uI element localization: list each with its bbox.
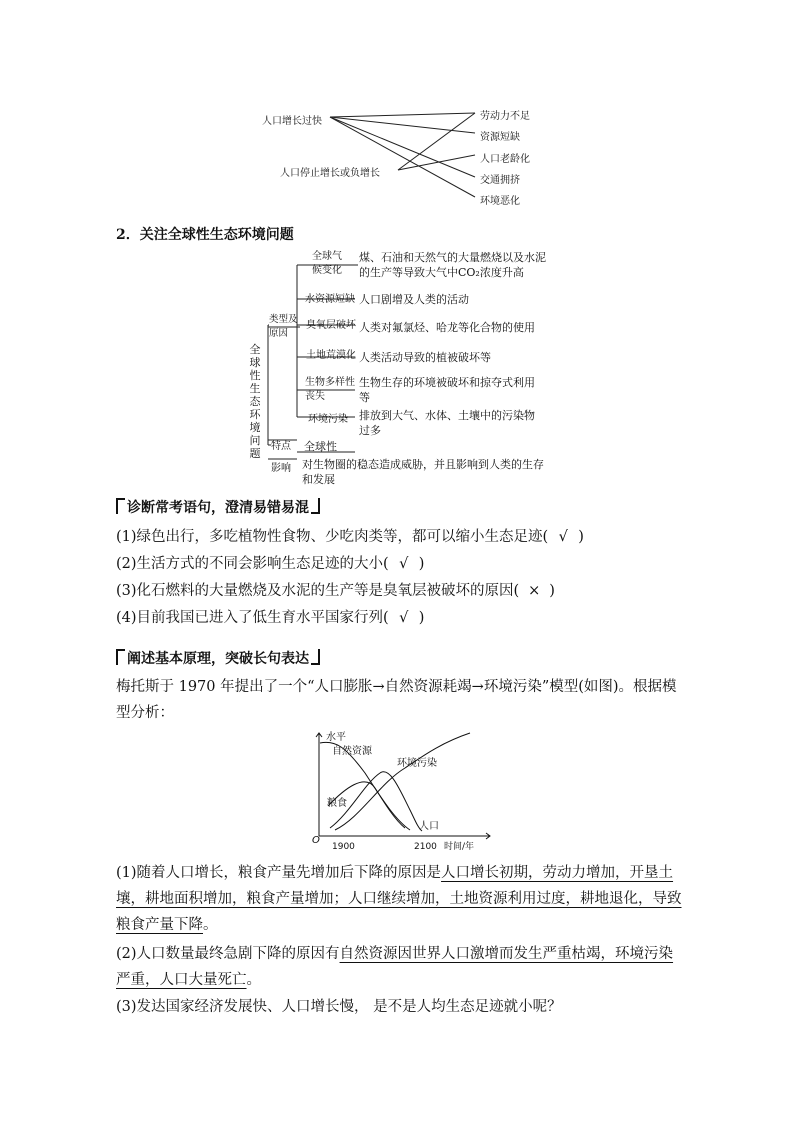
tree-item-label-3: 臭氧层破坏 (306, 320, 356, 331)
question-3: (3)发达国家经济发展快、人口增长慢， 是不是人均生态足迹就小呢？ (116, 999, 562, 1015)
diag-item-3: (3)化石燃料的大量燃烧及水泥的生产等是臭氧层被破坏的原因( × ) (116, 578, 555, 604)
question-1: (1)随着人口增长，粮食产量先增加后下降的原因是人口增长初期，劳动力增加，开垦土壤，耕地面积增加，粮食产量增加；人口继续增加，土地资源利用过度，耕地退化，导致粮食产量下降。 (116, 865, 682, 933)
match-right-4: 交通拥挤 (480, 175, 520, 186)
diag-heading (116, 497, 320, 517)
origin-label: O (312, 835, 320, 846)
tree-item-desc-4: 人类活动导致的植被破坏等 (359, 351, 491, 364)
diag-item-4: (4)目前我国已进入了低生育水平国家行列( √ ) (116, 605, 424, 631)
series-label-population: 人口 (419, 821, 439, 832)
answer-1: 人口增长初期，劳动力增加，开垦土壤，耕地面积增加，粮食产量增加；人口继续增加，土地资源利用过度，耕地退化，导致粮食产量下降 (116, 865, 682, 933)
x-tick-2100: 2100 (414, 842, 437, 852)
match-left-2: 人口停止增长或负增长 (280, 168, 380, 179)
check-mark: √ (399, 556, 409, 572)
series-label-food: 粮食 (327, 798, 347, 809)
answer-2: 自然资源因世界人口激增而发生严重枯竭，环境污染严重，人口大量死亡 (116, 946, 674, 988)
elab-heading-text: 阐述基本原理，突破长句表达 (127, 651, 309, 667)
tree-feature-desc: 全球性 (304, 440, 337, 453)
tree-item-desc-5: 生物生存的环境被破坏和掠夺式利用等 (359, 376, 535, 404)
match-left-1: 人口增长过快 (262, 116, 322, 127)
diag-heading-text: 诊断常考语句，澄清易错易混 (127, 500, 309, 516)
bracket-right-icon (311, 649, 320, 665)
bracket-left-icon (116, 498, 125, 514)
match-right-5: 环境恶化 (480, 196, 520, 207)
diag-item-1: (1)绿色出行，多吃植物性食物、少吃肉类等，都可以缩小生态足迹( √ ) (116, 524, 584, 550)
tree-item-desc-6: 排放到大气、水体、土壤中的污染物过多 (359, 409, 535, 437)
section2-title: 2．关注全球性生态环境问题 (116, 227, 294, 243)
check-mark: √ (399, 610, 409, 626)
tree-item-desc-3: 人类对氟氯烃、哈龙等化合物的使用 (359, 321, 535, 334)
bracket-left-icon (116, 649, 125, 665)
match-right-1: 劳动力不足 (480, 111, 530, 122)
tree-branch-impact: 影响 (271, 463, 291, 474)
series-label-pollution: 环境污染 (397, 758, 437, 769)
diag-item-2: (2)生活方式的不同会影响生态足迹的大小( √ ) (116, 551, 424, 577)
series-label-resource: 自然资源 (332, 746, 372, 757)
tree-item-desc-2: 人口剧增及人类的活动 (359, 293, 469, 306)
bracket-right-icon (311, 498, 320, 514)
check-mark: √ (558, 529, 568, 545)
tree-impact-desc: 对生物圈的稳态造成威胁，并且影响到人类的生存和发展 (302, 458, 544, 486)
tree-item-desc-1: 煤、石油和天然气的大量燃烧以及水泥的生产等导致大气中CO₂浓度升高 (359, 251, 546, 279)
tree-item-label-6: 环境污染 (308, 414, 348, 425)
tree-item-label-4: 土地荒漠化 (306, 350, 356, 361)
x-tick-1900: 1900 (332, 842, 355, 852)
elab-intro: 梅托斯于 1970 年提出了一个“人口膨胀→自然资源耗竭→环境污染”模型(如图)。根据模型分析： (116, 679, 677, 721)
tree-item-label-2: 水资源短缺 (305, 294, 355, 305)
tree-branch-feature: 特点 (271, 441, 291, 452)
y-axis-label: 水平 (326, 732, 346, 743)
question-2: (2)人口数量最终急剧下降的原因有自然资源因世界人口激增而发生严重枯竭，环境污染严重，人口大量死亡。 (116, 946, 674, 988)
tree-item-label-5: 生物多样性丧失 (305, 377, 355, 402)
match-right-3: 人口老龄化 (480, 154, 530, 165)
elab-heading (116, 648, 320, 668)
model-chart (310, 728, 500, 854)
cross-mark: × (528, 583, 541, 599)
match-right-2: 资源短缺 (480, 132, 520, 143)
x-axis-label: 时间/年 (444, 842, 475, 852)
tree-branch-type: 类型及原因 (269, 314, 298, 339)
tree-root: 全球性生态环境问题 (249, 343, 261, 460)
tree-item-label-1: 全球气候变化 (312, 251, 342, 276)
